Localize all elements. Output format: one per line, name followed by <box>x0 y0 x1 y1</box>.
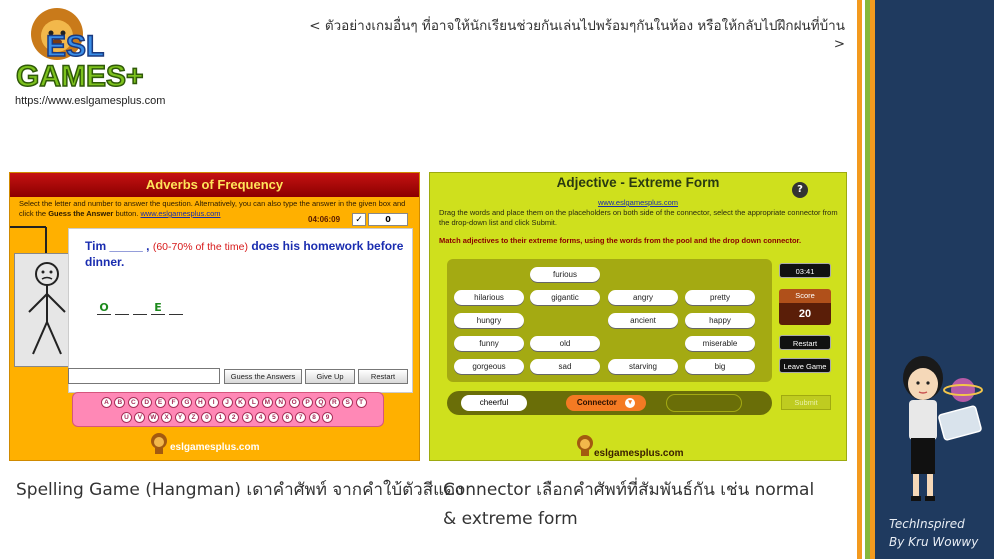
credit-line-1: TechInspired <box>889 517 965 531</box>
letter-key[interactable]: L <box>248 397 259 408</box>
adjective-restart-button[interactable]: Restart <box>779 335 831 350</box>
letter-slot <box>115 301 129 315</box>
letter-key[interactable]: H <box>195 397 206 408</box>
letter-key[interactable]: D <box>141 397 152 408</box>
logo-text-esl: ESL <box>46 30 105 63</box>
submit-button[interactable]: Submit <box>781 395 831 410</box>
restart-button[interactable]: Restart <box>358 369 408 384</box>
question-end: does his homework before dinner. <box>85 239 404 269</box>
hangman-game-screenshot <box>9 172 420 461</box>
adjective-game-screenshot <box>429 172 847 461</box>
letter-key[interactable]: 8 <box>309 412 320 423</box>
letter-key[interactable]: I <box>208 397 219 408</box>
letter-slot: O <box>97 301 111 315</box>
hangman-footer-brand: eslgamesplus.com <box>170 442 260 453</box>
teacher-character-icon <box>883 352 987 508</box>
letter-slot <box>169 301 183 315</box>
letter-key[interactable]: J <box>222 397 233 408</box>
letter-key[interactable]: 0 <box>201 412 212 423</box>
credit-line-2: By Kru Wowwy <box>889 535 979 549</box>
connector-dropdown[interactable] <box>566 395 646 411</box>
guess-answers-button[interactable]: Guess the Answers <box>224 369 302 384</box>
letter-key[interactable]: 9 <box>322 412 333 423</box>
score-label: Score <box>779 289 831 303</box>
letter-slots <box>97 301 183 315</box>
letter-key[interactable]: O <box>289 397 300 408</box>
letter-keyboard <box>72 392 384 427</box>
letter-key[interactable]: V <box>134 412 145 423</box>
word-chip-old[interactable]: old <box>530 336 600 351</box>
letter-key[interactable]: 4 <box>255 412 266 423</box>
adjective-site-link[interactable]: www.eslgamesplus.com <box>597 198 679 207</box>
letter-slot <box>133 301 147 315</box>
letter-key[interactable]: 2 <box>228 412 239 423</box>
word-chip-hungry[interactable]: hungry <box>454 313 524 328</box>
adjective-instructions: Drag the words and place them on the placeholders on both side of the connector, select the appropriate connector from the drop-down list and click Submit. <box>439 208 838 227</box>
side-panel <box>875 0 994 559</box>
adjective-footer-brand: eslgamesplus.com <box>594 448 684 459</box>
letter-key[interactable]: X <box>161 412 172 423</box>
hangman-question <box>85 239 405 270</box>
letter-key[interactable]: A <box>101 397 112 408</box>
credit-text <box>889 515 978 551</box>
letter-key[interactable]: N <box>275 397 286 408</box>
hangman-instructions <box>19 199 409 219</box>
caption-hangman: Spelling Game (Hangman) เดาคำศัพท์ จากคำใบ้ตัวสีแดง <box>16 480 464 500</box>
letter-key[interactable]: G <box>181 397 192 408</box>
letter-key[interactable]: T <box>356 397 367 408</box>
question-start: Tim _____ , <box>85 239 150 253</box>
decorative-stripes <box>857 0 875 559</box>
letter-key[interactable]: 1 <box>215 412 226 423</box>
score-value: 20 <box>779 303 831 325</box>
connector-label: Connector <box>576 398 617 407</box>
word-chip-big[interactable]: big <box>685 359 755 374</box>
logo-graphic <box>12 6 244 94</box>
letter-key[interactable]: R <box>329 397 340 408</box>
word-chip-gigantic[interactable]: gigantic <box>530 290 600 305</box>
letter-key[interactable]: S <box>342 397 353 408</box>
letter-key[interactable]: U <box>121 412 132 423</box>
hangman-footer <box>10 428 419 460</box>
letter-key[interactable]: B <box>114 397 125 408</box>
word-chip-gorgeous[interactable]: gorgeous <box>454 359 524 374</box>
hangman-timer: 04:06:09 <box>308 215 341 224</box>
adjective-title: Adjective - Extreme Form <box>556 175 720 190</box>
letter-key[interactable]: K <box>235 397 246 408</box>
letter-key[interactable]: Q <box>315 397 326 408</box>
lion-mascot-icon <box>576 433 594 457</box>
logo-text-games: GAMES+ <box>16 60 144 93</box>
adjective-match-instructions: Match adjectives to their extreme forms, using the words from the pool and the drop down connector. <box>439 236 802 245</box>
letter-key[interactable]: P <box>302 397 313 408</box>
hangman-instructions-pre: Select the letter and number to answer the question. Alternatively, you can also type the answer in the given box and click the <box>19 199 406 218</box>
hangman-instructions-post: button. <box>113 209 141 218</box>
letter-key[interactable]: Y <box>175 412 186 423</box>
leave-game-button[interactable]: Leave Game <box>779 358 831 373</box>
hangman-instructions-bold: Guess the Answer <box>48 209 114 218</box>
word-chip-furious[interactable]: furious <box>530 267 600 282</box>
letter-key[interactable]: 3 <box>242 412 253 423</box>
word-chip-miserable[interactable]: miserable <box>685 336 755 351</box>
left-word-slot[interactable]: cheerful <box>461 395 527 411</box>
word-chip-ancient[interactable]: ancient <box>608 313 678 328</box>
top-caption: < ตัวอย่างเกมอื่นๆ ที่อาจให้นักเรียนช่วยกันเล่นไปพร้อมๆกันในห้อง หรือให้กลับไปฝึกฝนที่บ้าน > <box>309 18 845 52</box>
letter-key[interactable]: E <box>155 397 166 408</box>
letter-key[interactable]: F <box>168 397 179 408</box>
caption-connector: Connector เลือกคำศัพท์ที่สัมพันธ์กัน เช่น normal & extreme form <box>443 480 815 529</box>
word-chip-pretty[interactable]: pretty <box>685 290 755 305</box>
letter-key[interactable]: 5 <box>268 412 279 423</box>
chevron-down-icon: ▾ <box>625 398 635 408</box>
adjective-timer: 03:41 <box>779 263 831 278</box>
logo-url[interactable]: https://www.eslgamesplus.com <box>15 95 166 107</box>
question-hint: (60-70% of the time) <box>152 241 248 253</box>
letter-key[interactable]: 6 <box>282 412 293 423</box>
letter-key[interactable]: Z <box>188 412 199 423</box>
answer-input[interactable] <box>68 368 220 384</box>
right-word-slot[interactable] <box>666 394 742 412</box>
word-chip-happy[interactable]: happy <box>685 313 755 328</box>
word-chip-angry[interactable]: angry <box>608 290 678 305</box>
word-chip-sad[interactable]: sad <box>530 359 600 374</box>
hangman-score: 0 <box>368 213 408 226</box>
letter-key[interactable]: W <box>148 412 159 423</box>
letter-key[interactable]: 7 <box>295 412 306 423</box>
word-chip-starving[interactable]: starving <box>608 359 678 374</box>
help-icon[interactable]: ? <box>792 182 808 198</box>
word-chip-hilarious[interactable]: hilarious <box>454 290 524 305</box>
hangman-site-link[interactable]: www.eslgamesplus.com <box>140 209 221 218</box>
hangman-title: Adverbs of Frequency <box>10 173 419 197</box>
letter-slot: E <box>151 301 165 315</box>
letter-key[interactable]: C <box>128 397 139 408</box>
letter-key[interactable]: M <box>262 397 273 408</box>
esl-games-logo[interactable] <box>12 6 244 94</box>
word-chip-funny[interactable]: funny <box>454 336 524 351</box>
give-up-button[interactable]: Give Up <box>305 369 355 384</box>
check-icon: ✓ <box>352 213 366 226</box>
